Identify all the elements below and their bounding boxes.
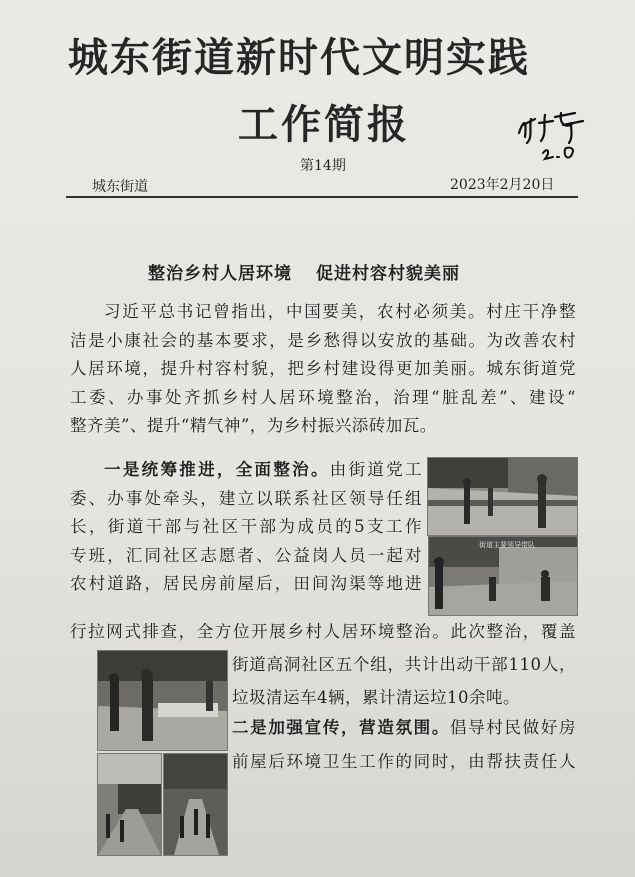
section1-line: 委、办事处牵头，建立以联系社区领导任组: [70, 488, 422, 508]
section1-paragraph-wide: [70, 618, 576, 647]
section2-line: 前屋后环境卫生工作的同时，由帮扶责任人: [232, 751, 576, 771]
section1-first-line: [104, 456, 422, 485]
issue-number: 第14期: [300, 158, 346, 174]
section1-paragraph: [70, 485, 422, 599]
section1-line: 街道高洞社区五个组，共计出动干部110人，: [232, 655, 576, 674]
newsletter-title: 城东街道新时代文明实践: [68, 35, 530, 81]
issue-date: 2023年2月20日: [450, 177, 555, 193]
headline-part-1: 整治乡村人居环境: [148, 264, 292, 284]
newsletter-subtitle: 工作简报: [238, 102, 410, 148]
header-divider: [66, 196, 578, 198]
photo-village-path: [163, 753, 228, 856]
intro-line: 工委、办事处齐抓乡村人居环境整治，治理“脏乱差”、建设“: [70, 387, 576, 407]
section1-text: 由街道党工: [329, 460, 422, 479]
intro-paragraph-cont: [70, 327, 576, 441]
handwritten-signature: [513, 103, 593, 163]
intro-line: 人居环境，提升村容村貌，把乡村建设得更加美丽。城东街道党: [70, 359, 576, 379]
article-headline: [148, 259, 460, 284]
section1-line: 农村道路，居民房前屋后，田间沟渠等地进: [70, 574, 422, 594]
section1-line: 长，街道干部与社区干部为成员的5支工作: [70, 517, 422, 537]
section1-paragraph-right: [232, 651, 576, 712]
photo-village-cleanup-1: [427, 457, 578, 536]
photo-village-road: [97, 753, 162, 856]
headline-part-2: 促进村容村貌美丽: [316, 264, 460, 284]
section1-heading: 一是统筹推进，全面整治。: [104, 460, 330, 479]
intro-paragraph: [104, 298, 576, 327]
section1-line: 专班，汇同社区志愿者、公益岗人员一起对: [70, 545, 422, 565]
section2-heading: 二是加强宣传，营造氛围。: [232, 718, 450, 737]
intro-line: 洁是小康社会的基本要求，是乡愁得以安放的基础。为改善农村: [70, 330, 576, 350]
photo-villagers-sweeping: [97, 650, 228, 751]
section1-line: 垃圾清运车4辆，累计清运垃10余吨。: [232, 687, 520, 707]
photo-leaders-visit: [428, 536, 578, 616]
intro-line: 整齐美”、提升“精气神”，为乡村振兴添砖加瓦。: [70, 416, 437, 436]
photo-caption: 街道主要领导带队: [479, 541, 535, 549]
issuing-org: 城东街道: [92, 179, 148, 195]
section2-paragraph: [232, 714, 576, 776]
intro-line: 习近平总书记曾指出，中国要美，农村必须美。村庄干净整: [104, 302, 576, 321]
section1-line: 行拉网式排查，全方位开展乡村人居环境整治。此次整治，覆盖: [70, 622, 576, 641]
section2-text: 倡导村民做好房: [450, 718, 576, 737]
